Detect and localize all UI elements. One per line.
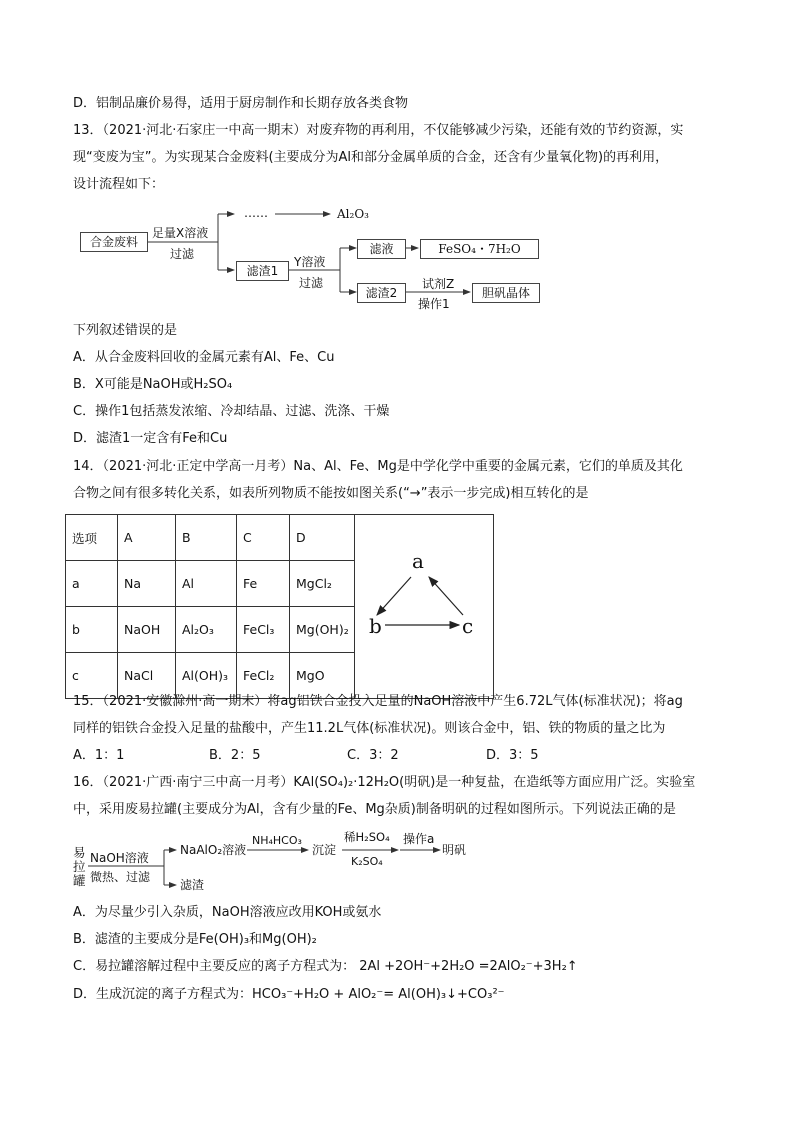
flow-k2so4: K₂SO₄ xyxy=(351,855,383,868)
flow-product-al2o3: Al₂O₃ xyxy=(337,207,369,221)
table-cell: NaCl xyxy=(118,653,176,699)
table-header-cell: 选项 xyxy=(66,515,118,561)
diagram-label-b: b xyxy=(369,614,382,638)
q14-stem-line1: 14．（2021·河北·正定中学高一月考）Na、Al、Fe、Mg是中学化学中重要的金属元素，它们的单质及其化 xyxy=(73,459,683,474)
table-cell: FeCl₂ xyxy=(237,653,290,699)
flow-box-blue-vitriol: 胆矾晶体 xyxy=(472,283,540,303)
flow-precipitate: 沉淀 xyxy=(312,843,337,857)
q15-option-a: A．1：1 xyxy=(73,748,125,763)
table-header-cell: C xyxy=(237,515,290,561)
table-cell: a xyxy=(66,561,118,607)
flow-filter-1: 过滤 xyxy=(170,247,195,261)
table-cell: Al(OH)₃ xyxy=(176,653,237,699)
flow-box-alloy-waste: 合金废料 xyxy=(80,232,148,252)
flow-dots: …… xyxy=(244,206,268,220)
q15-stem-line2: 同样的铝铁合金投入足量的盐酸中，产生11.2L气体(标准状况)。则该合金中，铝、铁的物质的量之比为 xyxy=(73,721,666,736)
flow-heat-filter: 微热、过滤 xyxy=(90,870,151,884)
table-cell: MgCl₂ xyxy=(290,561,355,607)
flow-reagent-nh4hco3: NH₄HCO₃ xyxy=(252,834,302,847)
table-cell: MgO xyxy=(290,653,355,699)
flow-filter-2: 过滤 xyxy=(299,276,324,290)
table-cell: b xyxy=(66,607,118,653)
diagram-label-a: a xyxy=(412,549,424,573)
flow-reagent-x: 足量X溶液 xyxy=(152,226,209,240)
q13-stem-line3: 设计流程如下： xyxy=(73,177,165,192)
flow-box-feso4: FeSO₄・7H₂O xyxy=(420,239,539,259)
flow-dilute-h2so4: 稀H₂SO₄ xyxy=(344,830,390,844)
table-cell: Al₂O₃ xyxy=(176,607,237,653)
flow-alum: 明矾 xyxy=(442,843,467,857)
q16-option-a: A．为尽量少引入杂质，NaOH溶液应改用KOH或氨水 xyxy=(73,905,382,920)
table-header-cell: A xyxy=(118,515,176,561)
table-cell: Al xyxy=(176,561,237,607)
table-cell: c xyxy=(66,653,118,699)
flow-box-residue1: 滤渣1 xyxy=(236,261,289,281)
q15-option-d: D．3：5 xyxy=(486,748,539,763)
flow-operation-1: 操作1 xyxy=(418,297,450,311)
q16-option-d: D．生成沉淀的离子方程式为：HCO₃⁻+H₂O + AlO₂⁻= Al(OH)₃↓+CO₃²⁻ xyxy=(73,987,505,1002)
q16-option-b: B．滤渣的主要成分是Fe(OH)₃和Mg(OH)₂ xyxy=(73,932,317,947)
flow-operation-a: 操作a xyxy=(403,832,435,846)
flow-reagent-naoh: NaOH溶液 xyxy=(90,851,149,865)
table-cell: FeCl₃ xyxy=(237,607,290,653)
diagram-label-c: c xyxy=(462,614,474,638)
table-cell: Fe xyxy=(237,561,290,607)
flow-naalo2-solution: NaAlO₂溶液 xyxy=(180,843,247,857)
q15-option-c: C．3：2 xyxy=(347,748,399,763)
flow-reagent-y: Y溶液 xyxy=(294,255,326,269)
flow-reagent-z: 试剂Z xyxy=(422,277,455,291)
q15-stem-line1: 15．（2021·安徽滁州·高一期末）将ag铝铁合金投入足量的NaOH溶液中产生6.72L气体(标准状况)；将ag xyxy=(73,694,683,709)
q13-option-d: D．滤渣1一定含有Fe和Cu xyxy=(73,431,228,446)
q16-stem-line1: 16．（2021·广西·南宁三中高一月考）KAl(SO₄)₂·12H₂O(明矾)是一种复盐，在造纸等方面应用广泛。实验室 xyxy=(73,775,696,790)
q13-option-b: B．X可能是NaOH或H₂SO₄ xyxy=(73,377,233,392)
table-header-cell: B xyxy=(176,515,237,561)
q16-stem-line2: 中，采用废易拉罐(主要成分为Al，含有少量的Fe、Mg杂质)制备明矾的过程如图所示。下列说法正确的是 xyxy=(73,802,676,817)
table-cell: Mg(OH)₂ xyxy=(290,607,355,653)
flow-start-can: 易拉罐 xyxy=(73,845,86,888)
q13-stem-line1: 13．（2021·河北·石家庄一中高一期末）对废弃物的再利用，不仅能够减少污染，还能有效的节约资源，实 xyxy=(73,123,684,138)
q16-option-c: C．易拉罐溶解过程中主要反应的离子方程式为： 2Al +2OH⁻+2H₂O =2AlO₂⁻+3H₂↑ xyxy=(73,959,578,974)
q13-option-c: C．操作1包括蒸发浓缩、冷却结晶、过滤、洗涤、干燥 xyxy=(73,404,390,419)
table-header-cell: D xyxy=(290,515,355,561)
table-cell: Na xyxy=(118,561,176,607)
q13-option-a: A．从合金废料回收的金属元素有Al、Fe、Cu xyxy=(73,350,335,365)
q14-stem-line2: 合物之间有很多转化关系，如表所列物质不能按如图关系(“→”表示一步完成)相互转化的是 xyxy=(73,486,589,501)
q13-prompt: 下列叙述错误的是 xyxy=(73,323,178,338)
q13-stem-line2: 现“变废为宝”。为实现某合金废料(主要成分为Al和部分金属单质的合金，还含有少量氧化物)的再利用， xyxy=(73,150,669,165)
flow-box-filtrate: 滤液 xyxy=(357,239,406,259)
q15-option-b: B．2：5 xyxy=(209,748,261,763)
flow-residue: 滤渣 xyxy=(180,878,205,892)
flow-box-residue2: 滤渣2 xyxy=(357,283,406,303)
q12-option-d: D．铝制品廉价易得，适用于厨房制作和长期存放各类食物 xyxy=(73,96,409,111)
table-cell: NaOH xyxy=(118,607,176,653)
